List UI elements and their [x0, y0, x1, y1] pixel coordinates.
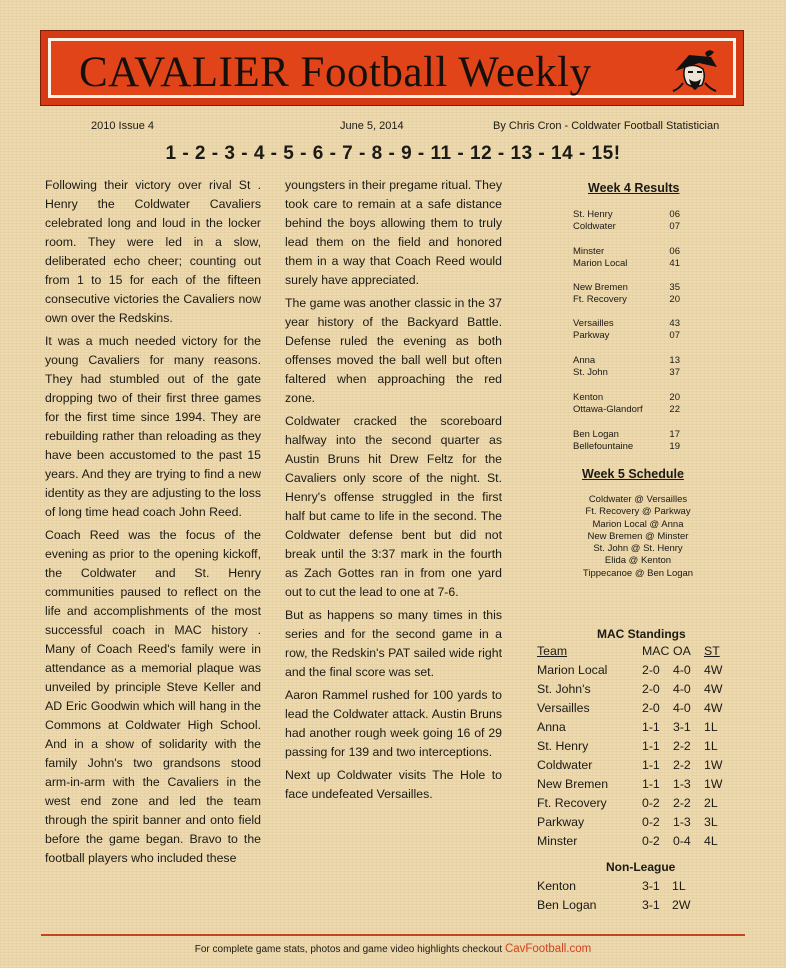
- team-cell: Versailles: [537, 701, 590, 715]
- overall-record-cell: 4-0: [673, 682, 691, 696]
- overall-record-cell: 1-3: [673, 777, 691, 791]
- mac-record-cell: 2-0: [642, 682, 660, 696]
- article-paragraph: youngsters in their pregame ritual. They took care to remain at a safe distance behind the boys allowing them to truly lead them on the field and honored them in a way that Coach Reed would surely have appreciated.: [285, 178, 502, 287]
- column-header: OA: [673, 644, 691, 658]
- mac-record-cell: 0-2: [642, 796, 660, 810]
- team-name: Parkway: [573, 330, 610, 341]
- team-name: New Bremen: [573, 282, 628, 293]
- team-score: 22: [669, 404, 680, 415]
- article-paragraph: Following their victory over rival St . Henry the Coldwater Cavaliers celebrated long and loud in the locker room. They were led in a slow, deliberated echo cheer; counting out from 1 to 15 for each of the fifteen consecutive victories the Cavaliers now own over the Redskins.: [45, 178, 261, 325]
- issue-label: 2010 Issue 4: [91, 120, 154, 132]
- team-score: 19: [669, 441, 680, 452]
- issue-date: June 5, 2014: [340, 120, 404, 132]
- team-name: Ft. Recovery: [573, 294, 627, 305]
- masthead-banner: [40, 30, 744, 106]
- streak-cell: 1L: [704, 720, 718, 734]
- record-cell: 3-1: [642, 898, 660, 912]
- team-score: 20: [669, 294, 680, 305]
- streak-cell: 4L: [704, 834, 718, 848]
- team-cell: Anna: [537, 720, 566, 734]
- team-score: 43: [669, 318, 680, 329]
- streak-cell: 1L: [704, 739, 718, 753]
- column-header: ST: [704, 644, 720, 658]
- mac-record-cell: 1-1: [642, 758, 660, 772]
- article-paragraph: But as happens so many times in this series and for the second game in a row, the Redskin's PAT sailed wide right and the final score was set.: [285, 608, 502, 679]
- team-name: Anna: [573, 355, 596, 366]
- article-paragraph: The game was another classic in the 37 year history of the Backyard Battle. Defense ruled the evening as both offenses moved the ball well but often faltered when approaching the red zone.: [285, 296, 502, 405]
- streak-cell: 2L: [704, 796, 718, 810]
- overall-record-cell: 4-0: [673, 701, 691, 715]
- team-score: 37: [669, 367, 680, 378]
- team-name: Bellefountaine: [573, 441, 634, 452]
- article-paragraph: Next up Coldwater visits The Hole to face undefeated Versailles.: [285, 768, 502, 801]
- mac-record-cell: 1-1: [642, 720, 660, 734]
- team-name: Ben Logan: [573, 429, 619, 440]
- mac-record-cell: 0-2: [642, 815, 660, 829]
- game-result: [573, 209, 693, 233]
- game-result: [573, 429, 693, 453]
- streak-cell: 3L: [704, 815, 718, 829]
- team-score: 17: [669, 429, 680, 440]
- schedule-item: Coldwater @ Versailles: [588, 494, 688, 505]
- article-paragraph: Aaron Rammel rushed for 100 yards to lead the Coldwater attack. Austin Bruns had another rough week going 16 of 29 passing for 139 and two interceptions.: [285, 688, 502, 759]
- streak-cell: 1W: [704, 777, 723, 791]
- byline: By Chris Cron - Coldwater Football Statistician: [493, 120, 720, 132]
- masthead-frame: [48, 38, 736, 98]
- schedule-item: New Bremen @ Minster: [587, 530, 689, 542]
- overall-record-cell: 3-1: [673, 720, 691, 734]
- schedule-item: Ft. Recovery @ Parkway: [585, 506, 691, 518]
- article-column-1: [45, 176, 261, 872]
- overall-record-cell: 0-4: [673, 834, 691, 848]
- streak-cell: 1L: [672, 879, 686, 893]
- game-result: [573, 246, 693, 270]
- schedule-item: Elida @ Kenton: [604, 555, 672, 567]
- team-name: St. Henry: [573, 209, 613, 220]
- countdown-headline: 1 - 2 - 3 - 4 - 5 - 6 - 7 - 8 - 9 - 11 - 12 - 13 - 14 - 15!: [165, 143, 621, 164]
- game-result: [573, 392, 693, 416]
- overall-record-cell: 4-0: [673, 663, 691, 677]
- game-result: [573, 318, 693, 342]
- overall-record-cell: 2-2: [673, 758, 691, 772]
- team-name: Minster: [573, 246, 605, 257]
- team-name: Kenton: [573, 392, 604, 403]
- team-cell: Ben Logan: [537, 898, 597, 912]
- article-paragraph: It was a much needed victory for the young Cavaliers for many reasons. They had stumbled out of the gate dropping two of their first three games for the first time since 1994. They are rebuilding rather than reloading as they have been accustomed to the past 15 years. And they are trying to find a new identity as they are adjusting to the loss of long time head coach John Reed.: [45, 334, 261, 519]
- record-cell: 3-1: [642, 879, 660, 893]
- schedule-item: Marion Local @ Anna: [592, 518, 684, 530]
- overall-record-cell: 2-2: [673, 796, 691, 810]
- mac-record-cell: 2-0: [642, 701, 660, 715]
- article-column-2: [285, 176, 502, 808]
- column-header: MAC: [642, 644, 670, 658]
- cavalier-head-icon: [669, 47, 719, 93]
- team-cell: Parkway: [537, 815, 585, 829]
- results-heading: Week 4 Results: [588, 181, 680, 195]
- mac-record-cell: 1-1: [642, 777, 660, 791]
- team-score: 06: [669, 209, 680, 220]
- team-name: Marion Local: [573, 258, 628, 269]
- schedule-item: St. John @ St. Henry: [593, 543, 683, 555]
- team-cell: Kenton: [537, 879, 576, 893]
- team-cell: Coldwater: [537, 758, 593, 772]
- non-league-heading: Non-League: [606, 860, 676, 874]
- schedule-item: Tippecanoe @ Ben Logan: [582, 567, 694, 579]
- streak-cell: 4W: [704, 701, 723, 715]
- schedule-heading: Week 5 Schedule: [582, 467, 684, 481]
- team-score: 06: [669, 246, 680, 257]
- column-header: Team: [537, 644, 568, 658]
- footer-divider: [41, 934, 745, 936]
- website-link[interactable]: CavFootball.com: [504, 943, 592, 955]
- footer: [0, 943, 786, 955]
- streak-cell: 2W: [672, 898, 691, 912]
- mac-record-cell: 1-1: [642, 739, 660, 753]
- mac-record-cell: 0-2: [642, 834, 660, 848]
- footer-text: For complete game stats, photos and game video highlights checkout: [194, 944, 505, 955]
- team-score: 13: [669, 355, 680, 366]
- schedule-list: [570, 494, 706, 580]
- game-result: [573, 355, 693, 379]
- article-paragraph: Coldwater cracked the scoreboard halfway into the second quarter as Austin Bruns hit Drew Feltz for the Cavaliers only score of the night. St. Henry's offense struggled in the first half but came to life in the second. The Coldwater defense bent but did not break until the 3:37 mark in the fourth as Zach Gottes ran in from one yard out to cut the lead to one at 7-6.: [285, 414, 502, 599]
- team-cell: New Bremen: [537, 777, 609, 791]
- team-name: Coldwater: [573, 221, 616, 232]
- game-result: [573, 282, 693, 306]
- team-cell: St. Henry: [537, 739, 589, 753]
- mac-record-cell: 2-0: [642, 663, 660, 677]
- team-score: 07: [669, 330, 680, 341]
- article-paragraph: Coach Reed was the focus of the evening as prior to the opening kickoff, the Coldwater and St. Henry communities paused to reflect on the life and accomplishments of the most successful coach in MAC history . Many of Coach Reed's family were in attendance as a memorial plaque was unveiled by principle Steve Keller and AD Eric Goodwin which will hang in the Commons at Coldwater High School. And in a show of solidarity with the family John's two grandsons stood arm-in-arm with the Cavaliers in the west end zone and led the team through the spirit banner and onto field before the game began. Bravo to the football players who included these: [45, 528, 261, 865]
- streak-cell: 1W: [704, 758, 723, 772]
- masthead-title: CAVALIER Football Weekly: [79, 49, 592, 96]
- team-score: 20: [669, 392, 680, 403]
- streak-cell: 4W: [704, 682, 723, 696]
- team-cell: Minster: [537, 834, 578, 848]
- team-name: Ottawa-Glandorf: [573, 404, 643, 415]
- team-name: St. John: [573, 367, 608, 378]
- team-score: 41: [669, 258, 680, 269]
- team-score: 07: [669, 221, 680, 232]
- team-cell: Ft. Recovery: [537, 796, 607, 810]
- overall-record-cell: 2-2: [673, 739, 691, 753]
- team-cell: Marion Local: [537, 663, 608, 677]
- team-score: 35: [669, 282, 680, 293]
- team-cell: St. John's: [537, 682, 591, 696]
- standings-heading: MAC Standings: [597, 627, 686, 641]
- streak-cell: 4W: [704, 663, 723, 677]
- team-name: Versailles: [573, 318, 614, 329]
- overall-record-cell: 1-3: [673, 815, 691, 829]
